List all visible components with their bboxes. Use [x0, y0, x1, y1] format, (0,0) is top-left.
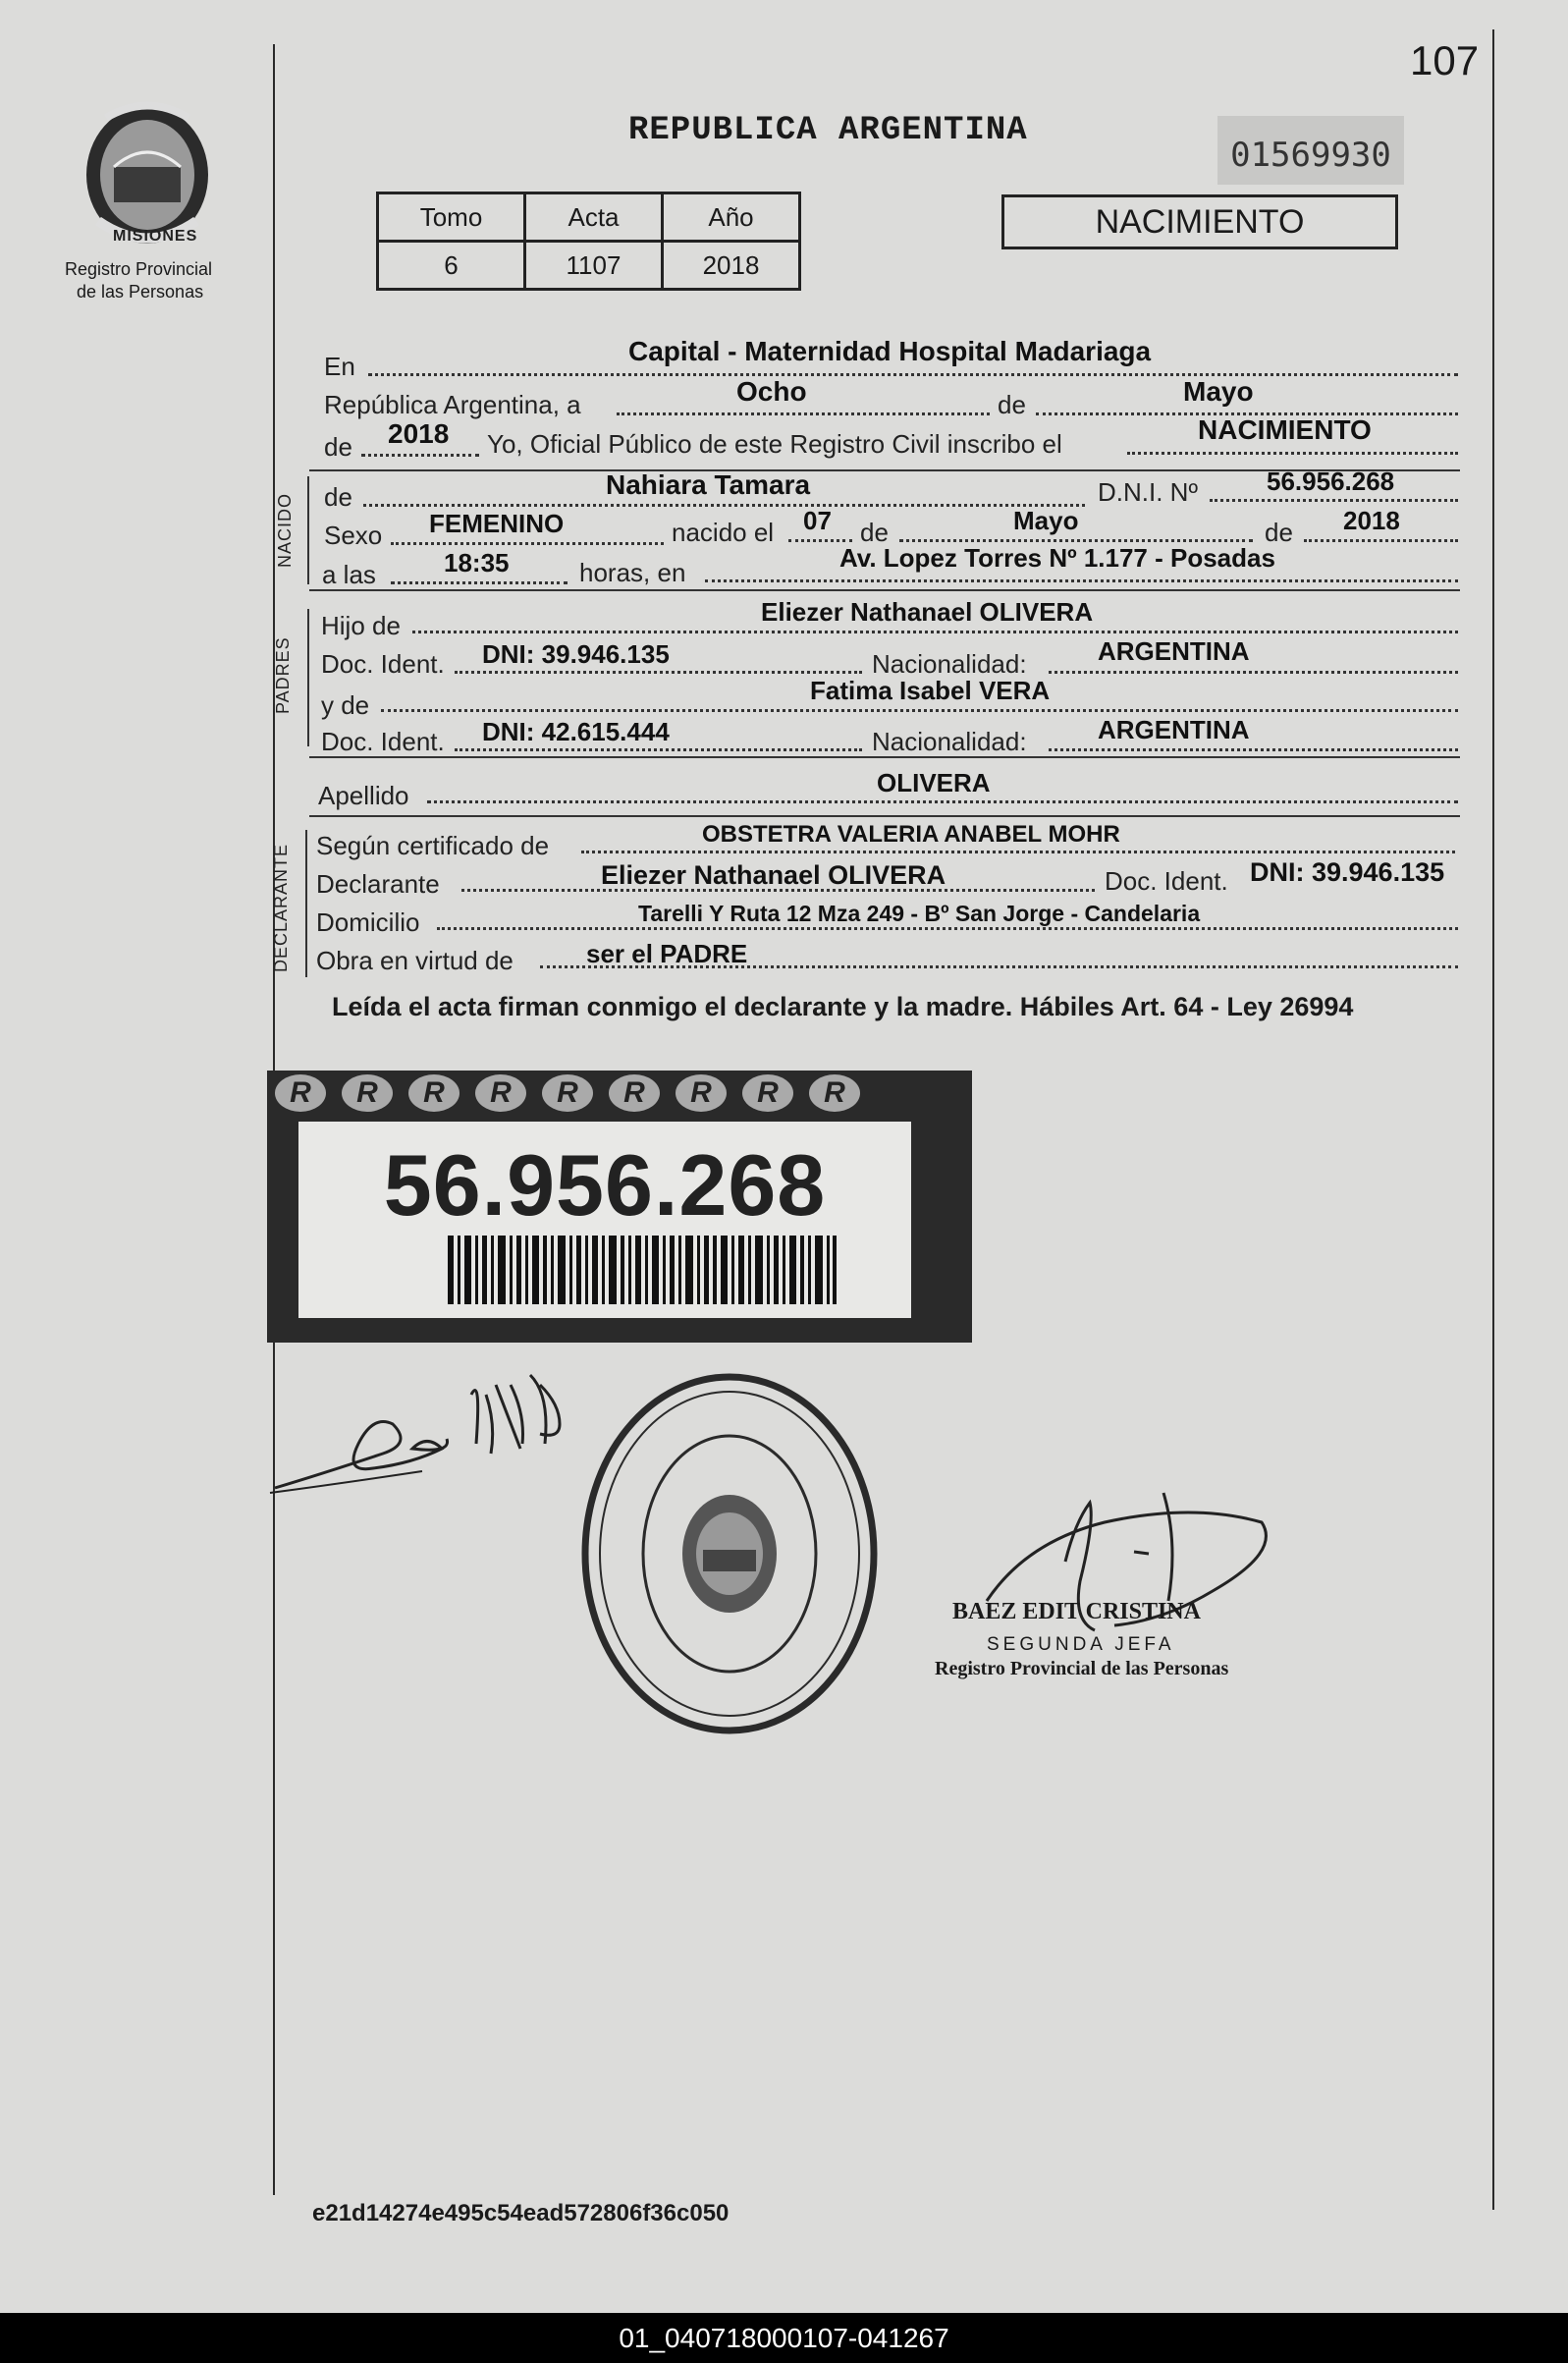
declarante-doc-label: Doc. Ident. [1105, 866, 1228, 896]
en-dotline [368, 373, 1458, 376]
table-value-anio: 2018 [663, 242, 800, 290]
mother-dotline [381, 709, 1458, 712]
sticker-pattern-r7: R [676, 1074, 727, 1112]
official-name: BAEZ EDIT CRISTINA [952, 1599, 1201, 1624]
birth-time: 18:35 [444, 548, 510, 577]
domicilio-label: Domicilio [316, 907, 420, 937]
separator-3 [309, 756, 1460, 758]
declarante-doc: DNI: 39.946.135 [1250, 857, 1445, 887]
serial-number: 01569930 [1217, 116, 1404, 185]
birth-place: Capital - Maternidad Hospital Madariaga [628, 336, 1152, 366]
document-hash: e21d14274e495c54ead572806f36c050 [312, 2200, 730, 2226]
sticker-pattern-row [267, 1071, 972, 1116]
act-type-box: NACIMIENTO [1001, 194, 1398, 249]
dni-dotline [1210, 499, 1458, 502]
closing-text: Leída el acta firman conmigo el declarante y la madre. Hábiles Art. 64 - Ley 26994 [332, 992, 1354, 1021]
sticker-label [298, 1122, 911, 1318]
father-nationality-label: Nacionalidad: [872, 649, 1027, 679]
hora-dotline [391, 581, 568, 584]
certificado-dotline [581, 851, 1455, 853]
father-doc-dotline [455, 671, 862, 674]
birth-day-dotline [788, 539, 852, 542]
registry-label-line2: de las Personas [77, 282, 204, 302]
sticker-pattern-r5: R [542, 1074, 593, 1112]
apellido-dotline [427, 800, 1458, 803]
father-doc: DNI: 39.946.135 [482, 639, 670, 669]
padres-bracket [307, 609, 309, 746]
table-header-tomo: Tomo [378, 193, 525, 242]
birth-address: Av. Lopez Torres Nº 1.177 - Posadas [839, 543, 1275, 573]
de-label-birth-month: de [860, 518, 889, 547]
page-number: 107 [1410, 37, 1480, 83]
sexo-label: Sexo [324, 521, 383, 550]
table-header-acta: Acta [525, 193, 663, 242]
sticker-pattern-r2: R [342, 1074, 393, 1112]
birth-place-dotline [705, 579, 1458, 582]
registration-month: Mayo [1183, 376, 1254, 407]
republica-label: República Argentina, a [324, 390, 581, 419]
birth-year-dotline [1304, 539, 1458, 542]
declarante-bracket [305, 830, 307, 977]
birth-month: Mayo [1013, 506, 1079, 535]
child-name: Nahiara Tamara [606, 469, 811, 500]
nacido-el-label: nacido el [672, 518, 775, 547]
dni-sticker [267, 1071, 972, 1343]
sexo-dotline [391, 542, 664, 545]
de-label-year: de [324, 432, 352, 462]
mother-doc-dotline [455, 748, 862, 751]
certificado-label: Según certificado de [316, 831, 550, 860]
separator-2 [309, 589, 1460, 591]
registry-stamp-icon [577, 1365, 882, 1748]
sticker-pattern-r3: R [408, 1074, 460, 1112]
mother-nationality-dotline [1049, 748, 1458, 751]
child-sex: FEMENINO [429, 509, 565, 538]
obra-label: Obra en virtud de [316, 946, 514, 975]
father-nationality-dotline [1049, 671, 1458, 674]
father-nationality: ARGENTINA [1098, 636, 1250, 666]
declarant-signature-icon [265, 1355, 589, 1503]
sticker-pattern-r9: R [809, 1074, 860, 1112]
birth-year: 2018 [1343, 506, 1400, 535]
declarante-label: Declarante [316, 869, 440, 899]
footer-code: 01_040718000107-041267 [0, 2313, 1568, 2363]
inscribe-dotline [1127, 452, 1458, 455]
birth-month-dotline [899, 539, 1253, 542]
mother-nationality: ARGENTINA [1098, 715, 1250, 744]
en-label: En [324, 352, 355, 381]
separator-4 [309, 815, 1460, 817]
apellido-label: Apellido [318, 781, 409, 810]
official-office: Registro Provincial de las Personas [935, 1658, 1229, 1679]
y-de-label: y de [321, 690, 370, 720]
padres-section-label: PADRES [273, 636, 293, 714]
mother-doc: DNI: 42.615.444 [482, 717, 670, 746]
de-label-month: de [998, 390, 1026, 419]
horas-en-label: horas, en [579, 558, 686, 587]
document-title: REPUBLICA ARGENTINA [628, 112, 1028, 149]
declarante-name: Eliezer Nathanael OLIVERA [601, 860, 946, 890]
declarante-section-label: DECLARANTE [271, 843, 291, 972]
mother-nationality-label: Nacionalidad: [872, 727, 1027, 756]
certificado-value: OBSTETRA VALERIA ANABEL MOHR [702, 821, 1120, 848]
year-dotline [361, 454, 479, 457]
dia-dotline [617, 412, 990, 415]
father-doc-label: Doc. Ident. [321, 649, 445, 679]
seal-label-bottom: MISIONES [113, 228, 198, 245]
sticker-pattern-r4: R [475, 1074, 526, 1112]
a-las-label: a las [322, 560, 376, 589]
inscribe-value: NACIMIENTO [1198, 414, 1372, 445]
mother-doc-label: Doc. Ident. [321, 727, 445, 756]
sticker-pattern-r8: R [742, 1074, 793, 1112]
sticker-pattern-r1: R [275, 1074, 326, 1112]
registration-day: Ocho [736, 376, 807, 407]
nacido-bracket [307, 476, 309, 584]
hijo-de-label: Hijo de [321, 611, 401, 640]
domicilio-dotline [437, 927, 1458, 930]
table-value-tomo: 6 [378, 242, 525, 290]
name-dotline [363, 504, 1085, 507]
dni-label: D.N.I. Nº [1098, 477, 1198, 507]
sticker-pattern-r6: R [609, 1074, 660, 1112]
child-dni: 56.956.268 [1267, 467, 1395, 496]
barcode-icon [448, 1236, 837, 1304]
obra-value: ser el PADRE [586, 939, 748, 968]
registry-label-line1: Registro Provincial [65, 259, 213, 279]
table-header-anio: Año [663, 193, 800, 242]
registration-year: 2018 [388, 418, 450, 449]
record-table [376, 192, 801, 291]
father-name: Eliezer Nathanael OLIVERA [761, 597, 1094, 627]
father-dotline [412, 631, 1458, 633]
registro-text: Yo, Oficial Público de este Registro Civil inscribo el [487, 429, 1062, 459]
table-value-acta: 1107 [525, 242, 663, 290]
de-label-birth-year: de [1265, 518, 1293, 547]
official-title: SEGUNDA JEFA [987, 1634, 1175, 1655]
mother-name: Fatima Isabel VERA [810, 676, 1051, 705]
domicilio-value: Tarelli Y Ruta 12 Mza 249 - Bº San Jorge - Candelaria [638, 901, 1201, 926]
nacido-section-label: NACIDO [275, 492, 295, 568]
right-margin-line [1492, 29, 1494, 2210]
apellido-value: OLIVERA [877, 768, 991, 797]
birth-day: 07 [803, 506, 832, 535]
nacido-de-label: de [324, 482, 352, 512]
sticker-number: 56.956.268 [383, 1136, 827, 1234]
